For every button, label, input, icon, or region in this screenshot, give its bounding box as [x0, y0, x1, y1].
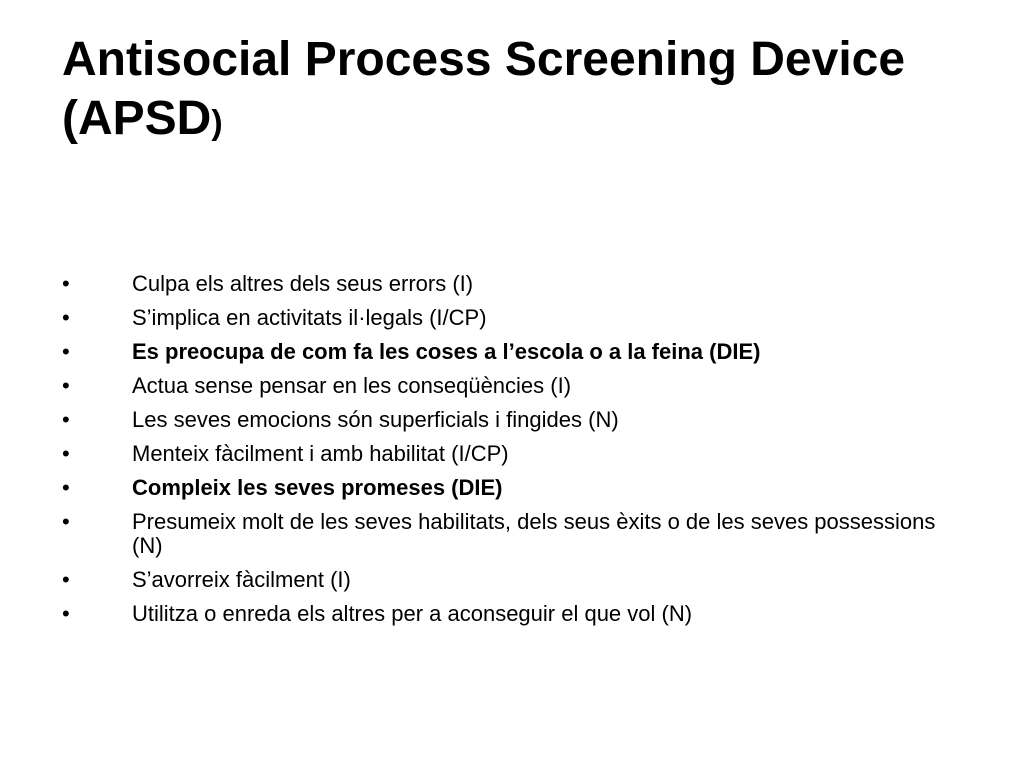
slide-title-close: ) — [211, 104, 223, 142]
bullet-icon: • — [62, 271, 70, 296]
bullet-text: Menteix fàcilment i amb habilitat (I/CP) — [132, 441, 509, 466]
bullet-list — [62, 272, 962, 636]
bullet-icon: • — [62, 441, 70, 466]
bullet-item — [62, 568, 962, 592]
bullet-icon: • — [62, 339, 70, 364]
bullet-icon: • — [62, 373, 70, 398]
bullet-text: Culpa els altres dels seus errors (I) — [132, 271, 474, 296]
bullet-icon: • — [62, 407, 70, 432]
bullet-icon: • — [62, 305, 70, 330]
bullet-text: Presumeix molt de les seves habilitats, dels seus èxits o de les seves possessions (N) — [132, 509, 936, 558]
bullet-icon: • — [62, 601, 70, 626]
bullet-item — [62, 306, 962, 330]
bullet-icon: • — [62, 475, 70, 500]
bullet-text: Es preocupa de com fa les coses a l’escola o a la feina (DIE) — [132, 339, 761, 364]
bullet-item — [62, 408, 962, 432]
bullet-text: Les seves emocions són superficials i fingides (N) — [132, 407, 619, 432]
slide-title-main: Antisocial Process Screening Device (APSD — [62, 33, 906, 145]
bullet-icon: • — [62, 509, 70, 534]
bullet-item — [62, 602, 962, 626]
bullet-icon: • — [62, 567, 70, 592]
bullet-text: Utilitza o enreda els altres per a aconseguir el que vol (N) — [132, 601, 693, 626]
bullet-text: S’avorreix fàcilment (I) — [132, 567, 351, 592]
slide-title — [62, 30, 962, 153]
bullet-item — [62, 272, 962, 296]
bullet-item — [62, 510, 962, 558]
bullet-item — [62, 442, 962, 466]
bullet-text: Actua sense pensar en les conseqüències (I) — [132, 373, 572, 398]
bullet-text: Compleix les seves promeses (DIE) — [132, 475, 503, 500]
bullet-item — [62, 476, 962, 500]
bullet-text: S’implica en activitats il·legals (I/CP) — [132, 305, 487, 330]
bullet-item — [62, 374, 962, 398]
bullet-item — [62, 340, 962, 364]
